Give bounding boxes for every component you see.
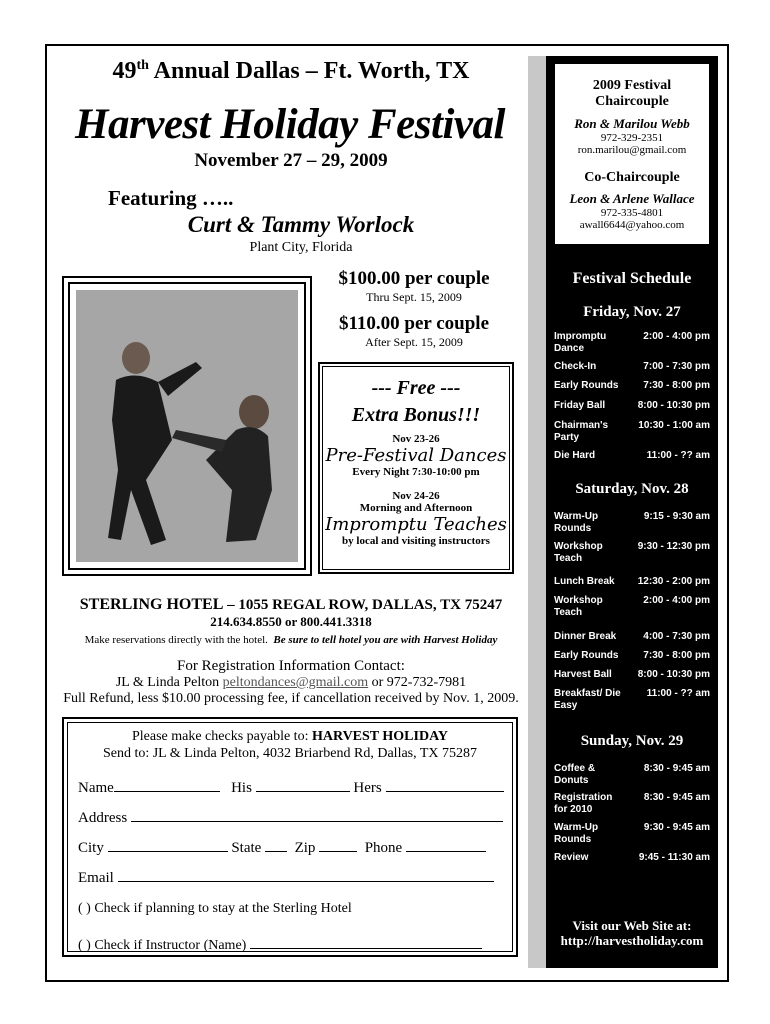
event-name: Coffee & Donuts [554,763,596,786]
featuring-label: Featuring ….. [108,186,234,210]
event-time: 2:00 - 4:00 pm [643,331,710,342]
event-name: Early Rounds [554,650,619,661]
address-input[interactable] [131,807,503,822]
event-time: 8:30 - 9:45 am [643,792,710,803]
event-name: Chairman's Party [554,420,609,443]
hotel-line: STERLING HOTEL – 1055 REGAL ROW, DALLAS, TX 75247 [79,596,503,613]
event-name: Workshop Teach [554,541,603,564]
phone-input[interactable] [406,837,486,852]
featured-couple: Curt & Tammy Worlock [187,212,415,237]
registration-form [62,717,518,957]
name-row: Name His Hers [78,777,504,797]
event-name: Warm-Up Rounds [554,822,599,845]
event-time: 12:30 - 2:00 pm [637,576,710,587]
bonus-free: --- Free --- [371,377,461,399]
dancers-photo [76,290,298,562]
price-late: $110.00 per couple [338,313,490,334]
instructor-row [78,934,482,954]
photo-frame [62,276,312,576]
event-name: Friday Ball [554,400,606,411]
reservation-note: Make reservations directly with the hotel. Be sure to tell hotel you are with Harvest Holiday [84,634,498,646]
event-name: Registration for 2010 [554,792,613,815]
co-chair-names: Leon & Arlene Wallace [569,191,695,206]
payable-line: Please make checks payable to: HARVEST HOLIDAY [131,729,449,744]
event-time: 8:00 - 10:30 pm [637,400,710,411]
bonus-event2-note: by local and visiting instructors [342,535,490,547]
event-time: 11:00 - ?? am [646,450,710,461]
email-row: Email [78,867,494,887]
page-title: Harvest Holiday Festival [75,101,505,148]
hers-input[interactable] [386,777,504,792]
zip-input[interactable] [319,837,357,852]
co-chair-email: awall6644@yahoo.com [579,219,685,231]
price-early-note: Thru Sept. 15, 2009 [366,290,462,304]
registration-heading: For Registration Information Contact: [177,658,405,674]
friday-heading: Friday, Nov. 27 [583,304,681,320]
event-name: Harvest Ball [554,669,612,680]
event-time: 7:30 - 8:00 pm [643,380,710,391]
bonus-date2: Nov 24-26 [392,490,440,502]
schedule-title: Festival Schedule [572,270,692,287]
event-name: Lunch Break [554,576,615,587]
chair-names: Ron & Marilou Webb [574,116,690,131]
chair-title2: Chaircouple [595,94,669,109]
event-time: 11:00 - ?? am [646,688,710,699]
saturday-heading: Saturday, Nov. 28 [575,481,689,497]
instructor-name-input[interactable] [250,934,482,949]
send-to-line: Send to: JL & Linda Pelton, 4032 Briarbend Rd, Dallas, TX 75287 [102,746,478,761]
featured-location: Plant City, Florida [249,240,353,255]
event-name: Die Hard [554,450,596,461]
bonus-event2: Impromptu Teaches [325,514,507,535]
annual-heading: 49th Annual Dallas – Ft. Worth, TX [112,58,470,84]
divider-strip [528,56,546,968]
price-early: $100.00 per couple [338,268,490,289]
chair-email: ron.marilou@gmail.com [577,144,687,156]
event-time: 7:30 - 8:00 pm [643,650,710,661]
event-name: Check-In [554,361,597,372]
name-input[interactable] [114,777,220,792]
co-chair-phone: 972-335-4801 [600,207,664,219]
event-time: 4:00 - 7:30 pm [643,631,710,642]
website-link[interactable]: http://harvestholiday.com [560,933,704,948]
event-name: Impromptu Dance [554,331,607,354]
event-time: 9:15 - 9:30 am [643,511,710,522]
event-name: Early Rounds [554,380,619,391]
bonus-box [318,362,514,574]
bonus-event1: Pre-Festival Dances [325,445,507,466]
his-input[interactable] [256,777,350,792]
sunday-heading: Sunday, Nov. 29 [580,733,684,749]
event-time: 9:30 - 12:30 pm [637,541,710,552]
event-time: 2:00 - 4:00 pm [643,595,710,606]
chair-title1: 2009 Festival [592,78,672,93]
bonus-date1: Nov 23-26 [392,433,440,445]
registration-contact: JL & Linda Pelton peltondances@gmail.com or 972-732-7981 [115,675,467,690]
event-name: Warm-Up Rounds [554,511,599,534]
event-time: 7:00 - 7:30 pm [643,361,710,372]
event-time: 9:30 - 9:45 am [643,822,710,833]
website-note: Visit our Web Site at: http://harvestholiday.com [546,918,718,948]
state-input[interactable] [265,837,287,852]
price-late-note: After Sept. 15, 2009 [365,335,463,349]
event-name: Workshop Teach [554,595,603,618]
chair-phone: 972-329-2351 [600,132,664,144]
bonus-extra: Extra Bonus!!! [351,404,481,426]
chaircouple-box [553,62,711,246]
festival-dates: November 27 – 29, 2009 [194,150,388,171]
hotel-checkbox-row[interactable]: ( ) Check if planning to stay at the Sterling Hotel [78,901,352,916]
event-time: 9:45 - 11:30 am [638,852,710,863]
event-name: Breakfast/ Die Easy [554,688,621,711]
address-row: Address [78,807,503,827]
city-row: City State Zip Phone [78,837,486,857]
email-input[interactable] [118,867,494,882]
event-name: Dinner Break [554,631,617,642]
refund-note: Full Refund, less $10.00 processing fee, if cancellation received by Nov. 1, 2009. [63,691,519,706]
co-chair-title: Co-Chaircouple [584,170,680,185]
bonus-event2-time: Morning and Afternoon [359,502,473,514]
event-time: 10:30 - 1:00 am [638,420,710,431]
bonus-event1-time: Every Night 7:30-10:00 pm [352,466,480,478]
city-input[interactable] [108,837,228,852]
event-time: 8:00 - 10:30 pm [637,669,710,680]
event-time: 8:30 - 9:45 am [643,763,710,774]
instructor-checkbox[interactable]: ( ) Check if Instructor (Name) [78,938,247,953]
hotel-phone: 214.634.8550 or 800.441.3318 [210,614,372,629]
contact-email-link[interactable]: peltondances@gmail.com [222,675,369,690]
event-name: Review [554,852,589,863]
